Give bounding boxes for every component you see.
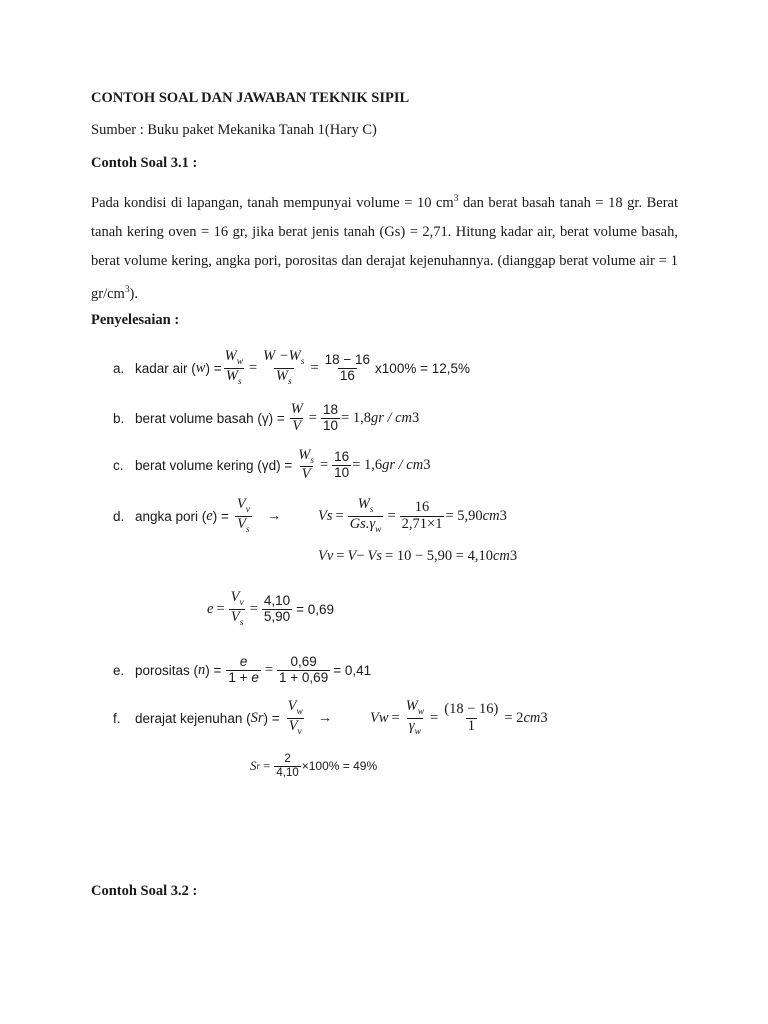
item-f-vw-fraction-1 (404, 699, 426, 738)
item-b-bulk-unit-weight: b. berat volume basah (γ) = $\frac{W}{V}$ = $\frac{18}{10}$ = 1,8 gr / cm 3 (113, 401, 420, 434)
item-e-result: = 0,41 (333, 662, 372, 678)
item-f-degree-of-saturation (113, 696, 332, 740)
item-d-e-f1-den-sub: s (239, 617, 244, 628)
item-a-water-content: a. kadar air ( w ) = $\frac{W_w}{W_s}$ = $\frac{W -W_s}{W_s}$ = $\frac{18 - 16}{16}$ x100% = 12,5% (113, 347, 470, 387)
item-c-label-pre: berat volume kering (γ (135, 457, 269, 473)
item-f-arrow: → (317, 709, 333, 726)
item-b-unit-sup: 3 (412, 409, 420, 426)
item-f-sr-fraction (274, 753, 300, 778)
item-c-f2-den: 10 (334, 464, 350, 480)
item-d-e-f2-num: 4,10 (263, 593, 291, 609)
item-f-label-pre: derajat kejenuhan ( (135, 710, 251, 726)
item-d-vv-unit-sup: 3 (509, 547, 518, 564)
solution-heading: Penyelesaian : (91, 312, 180, 328)
item-c-label-sub: d (268, 457, 277, 473)
item-d-vv-lhs: V (318, 547, 327, 564)
item-e-f2-num: 0,69 (290, 654, 317, 670)
item-b-f1-num: W (290, 401, 303, 418)
item-a-f2-num-op: − (275, 347, 289, 364)
item-d-f1-num-sub: v (245, 504, 250, 515)
item-d-vs-result: = 5,90 (445, 507, 483, 524)
item-a-var: w (195, 359, 206, 376)
item-d-e-lhs: e (207, 600, 214, 617)
item-b-f1-den: V (292, 417, 302, 434)
item-f-vw-fraction-2 (442, 702, 500, 733)
item-e-label-pre: porositas ( (135, 662, 199, 678)
item-d-e-f1-num-sub: v (239, 597, 244, 608)
item-f-var: S (250, 709, 258, 726)
item-a-f1-den-sub: s (237, 376, 242, 387)
example-heading-3-1: Contoh Soal 3.1 : (91, 155, 198, 171)
item-f-marker: f. (113, 710, 121, 726)
item-f-water-volume: V w = $\frac{W_w}{\gamma_w}$ = $\frac{(18 - 16)}{1}$ = 2 cm 3 (370, 697, 548, 737)
item-e-fraction-1 (226, 655, 260, 684)
item-d-fraction-1 (235, 497, 252, 536)
item-d-vs-f1-den-gamma-sub: w (375, 524, 382, 535)
item-d-vs-fraction-2 (400, 500, 445, 531)
item-c-f1-den: V (301, 466, 311, 483)
problem-text-3: ). (129, 285, 138, 302)
item-d-e-fraction-2 (262, 594, 292, 623)
item-d-vs-f2-num: 16 (414, 499, 430, 516)
item-c-fraction-1 (296, 448, 316, 483)
item-e-marker: e. (113, 662, 125, 678)
item-d-vs-f2-den: 2,71×1 (401, 515, 443, 532)
item-c-label-post: ) = (276, 457, 293, 473)
item-f-var-sub: r (257, 709, 264, 726)
item-d-void-volume: V v = V − V s = 10 − 5,90 = 4,10 cm 3 (318, 547, 518, 564)
item-e-porosity: e. porositas ( n ) = $\frac{e}{1 + e}$ = $\frac{0,69}{1 + 0,69}$ = 0,41 (113, 654, 372, 685)
item-d-f1-den-sub: s (245, 524, 250, 535)
item-f-sr-f-num: 2 (284, 753, 291, 766)
item-d-e-f1-num: V (230, 588, 240, 605)
item-d-f1-den: V (237, 515, 246, 532)
problem-sup-2: 3 (124, 284, 130, 295)
item-d-vv-rhs-b: V (367, 547, 377, 564)
item-a-f3-den: 16 (339, 367, 355, 383)
item-f-sr-lhs-sub: r (256, 761, 261, 771)
item-f-f1-num-sub: w (296, 706, 303, 717)
item-d-vs-unit: cm (482, 507, 500, 524)
item-b-f2-den: 10 (322, 417, 339, 433)
item-c-f1-num-sub: s (310, 455, 314, 466)
item-a-result: x100% = 12,5% (375, 360, 470, 376)
item-f-vw-f1-den: γ (408, 717, 415, 734)
item-f-vw-unit: cm (523, 709, 541, 726)
item-f-f1-den: V (288, 717, 298, 734)
item-a-label-post: ) = (205, 360, 222, 376)
item-f-vw-f1-num-sub: w (417, 706, 425, 717)
item-f-label-post: ) = (263, 710, 280, 726)
item-f-vw-f1-num: W (405, 697, 418, 714)
item-a-f2-den-sub: s (288, 376, 292, 387)
item-a-f1-num: W (224, 347, 237, 364)
item-d-marker: d. (113, 508, 125, 524)
item-d-label-pre: angka pori ( (135, 508, 207, 524)
item-a-f2-num-b-sub: s (300, 356, 305, 367)
item-d-vv-rhs-a: V (347, 547, 357, 564)
item-d-arrow: → (266, 507, 282, 524)
item-a-f1-den: W (225, 367, 238, 384)
item-d-vv-unit: cm (492, 547, 510, 564)
item-d-vv-result: = 10 − 5,90 = 4,10 (385, 547, 493, 564)
item-f-vw-result: = 2 (504, 709, 524, 726)
item-c-f1-num: W (298, 446, 311, 463)
item-b-label: berat volume basah (γ) = (135, 410, 285, 426)
item-f-fraction-1 (286, 699, 305, 738)
item-d-vs-lhs: V (318, 507, 327, 524)
item-d-f1-num: V (236, 495, 246, 512)
item-e-label-post: ) = (205, 662, 222, 678)
item-d-vv-op: − (356, 547, 365, 564)
item-d-e-f1-den: V (230, 608, 240, 625)
problem-statement (91, 185, 678, 309)
item-f-f1-num: V (287, 697, 297, 714)
item-e-var: n (198, 661, 206, 678)
item-d-vs-lhs-sub: s (326, 507, 333, 524)
item-d-vs-f1-num: W (357, 495, 370, 512)
item-f-sr-result: ×100% = 49% (301, 759, 378, 773)
item-f-f1-den-sub: v (297, 726, 302, 737)
item-c-unit: gr / cm (382, 456, 424, 473)
item-d-e-f2-den: 5,90 (263, 608, 291, 624)
item-d-void-ratio (113, 494, 281, 538)
item-b-f2-num: 18 (322, 402, 339, 418)
item-d-solid-volume: V s = $\frac{W_s}{Gs.\gamma_w}$ = $\frac{16}{2,71\times 1}$ = 5,90 cm 3 (318, 495, 507, 535)
item-f-sr-lhs: S (250, 758, 257, 773)
item-a-fraction-3 (323, 353, 372, 382)
item-f-sr-f-den: 4,10 (276, 766, 299, 779)
item-e-f1-num: e (239, 654, 248, 670)
source-line: Sumber : Buku paket Mekanika Tanah 1(Hary C) (91, 122, 377, 138)
item-d-vv-rhs-b-sub: s (376, 547, 383, 564)
item-f-vw-f2-den: 1 (467, 717, 475, 734)
item-a-f2-num-a: W (263, 347, 276, 364)
item-a-f1-num-sub: w (236, 356, 243, 367)
item-c-result: = 1,6 (352, 456, 383, 473)
item-b-result: = 1,8 (341, 409, 371, 426)
item-b-fraction-1 (289, 402, 305, 433)
item-f-vw-lhs-sub: w (378, 709, 389, 726)
item-f-vw-lhs: V (370, 709, 379, 726)
item-c-fraction-2 (332, 450, 351, 479)
item-c-f2-num: 16 (334, 449, 350, 465)
item-b-fraction-2 (321, 403, 340, 432)
item-d-label-post: ) = (212, 508, 229, 524)
item-c-marker: c. (113, 457, 124, 473)
item-d-var: e (206, 507, 213, 524)
item-d-void-ratio-result: e = $\frac{V_v}{V_s}$ = $\frac{4,10}{5,90}$ = 0,69 (207, 588, 335, 628)
document-title: CONTOH SOAL DAN JAWABAN TEKNIK SIPIL (91, 90, 410, 106)
item-b-marker: b. (113, 410, 125, 426)
item-a-label-pre: kadar air ( (135, 360, 196, 376)
item-f-vw-f1-den-sub: w (414, 726, 421, 737)
example-heading-3-2: Contoh Soal 3.2 : (91, 883, 198, 899)
item-b-unit: gr / cm (370, 409, 413, 426)
item-a-f2-den: W (275, 367, 288, 384)
item-f-vw-unit-sup: 3 (540, 709, 548, 726)
item-a-fraction-1 (223, 349, 245, 388)
item-a-marker: a. (113, 360, 125, 376)
item-d-vs-unit-sup: 3 (499, 507, 507, 524)
item-f-saturation-result: S r = $\frac{2}{4,10}$ ×100% = 49% (250, 753, 378, 779)
item-c-dry-unit-weight: c. berat volume kering (γ d ) = $\frac{W_s}{V}$ = $\frac{16}{10}$ = 1,6 gr / cm 3 (113, 446, 431, 483)
item-e-f1-den-a: 1 + (228, 669, 252, 685)
item-d-vs-f1-den-gamma: γ (369, 515, 376, 532)
item-d-e-result: = 0,69 (296, 601, 335, 617)
item-e-fraction-2 (277, 655, 330, 684)
item-c-unit-sup: 3 (423, 456, 431, 473)
item-e-f2-den: 1 + 0,69 (279, 669, 329, 685)
item-e-f1-den-b: e (251, 669, 259, 685)
item-d-vs-f1-num-sub: s (369, 504, 374, 515)
item-d-vs-f1-den: Gs. (349, 515, 370, 532)
problem-text-2: dan berat basah tanah = 18 gr. Berat tanah kering oven = 16 gr, jika berat jenis tanah (Gs) = 2,71. Hitung kadar air, berat volume basah, berat volume kering, angka pori, porositas dan derajat kejenuhannya. (dianggap berat volume air = 1 gr/cm (91, 194, 679, 302)
item-a-f2-num-b: W (288, 347, 301, 364)
item-d-vv-lhs-sub: v (326, 547, 334, 564)
item-d-vs-fraction-1 (348, 497, 384, 536)
item-f-vw-f2-num: (18 − 16) (444, 701, 499, 718)
item-a-fraction-2 (261, 349, 306, 388)
problem-text-1: Pada kondisi di lapangan, tanah mempunyai volume = 10 cm (91, 194, 454, 211)
problem-sup-1: 3 (453, 194, 459, 204)
item-d-e-fraction-1 (229, 590, 246, 629)
item-a-f3-num: 18 − 16 (324, 352, 371, 368)
